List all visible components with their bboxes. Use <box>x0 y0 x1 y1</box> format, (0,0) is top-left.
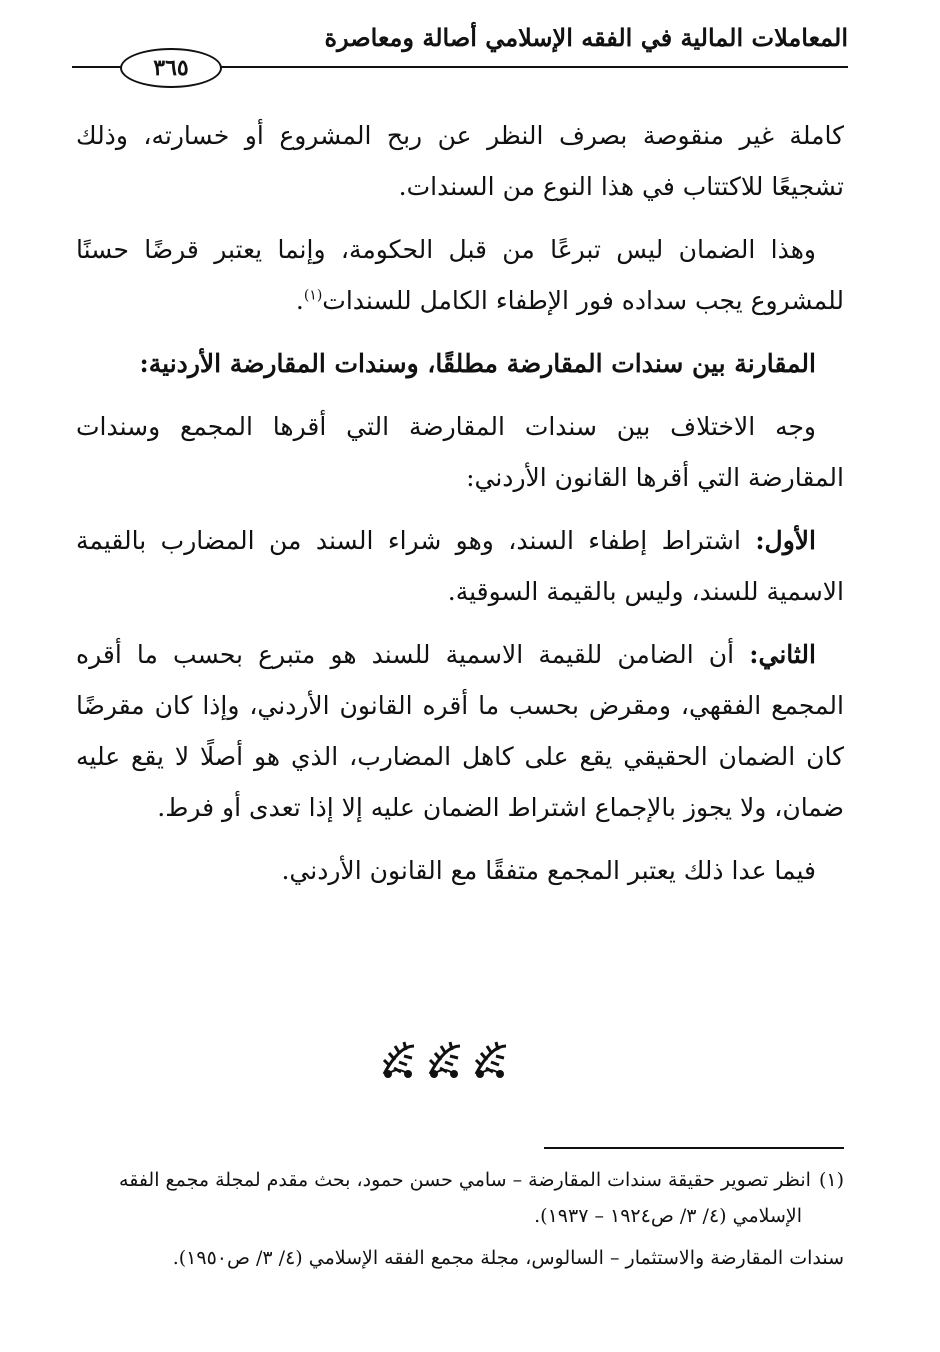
paragraph-6: فيما عدا ذلك يعتبر المجمع متفقًا مع القانون الأردني. <box>281 856 816 885</box>
footnote-reference: (١) <box>303 287 323 304</box>
paragraph-3: وجه الاختلاف بين سندات المقارضة التي أقرها المجمع وسندات المقارضة التي أقرها القانون الأردني: <box>76 412 844 492</box>
footnotes <box>76 1162 844 1282</box>
footnote-1-line-2: الإسلامي (٤/ ٣/ ص١٩٢٤ – ١٩٣٧). <box>534 1205 802 1227</box>
paragraph-4-text: اشتراط إطفاء السند، وهو شراء السند من المضارب بالقيمة الاسمية للسند، وليس بالقيمة السوقية. <box>76 526 844 606</box>
paragraph-5 <box>76 629 844 833</box>
footnote-separator <box>544 1147 844 1149</box>
running-title: المعاملات المالية في الفقه الإسلامي أصالة ومعاصرة <box>324 23 848 52</box>
paragraph-2-end: . <box>295 286 304 315</box>
paragraph-1: كاملة غير منقوصة بصرف النظر عن ربح المشروع أو خسارته، وذلك تشجيعًا للاكتتاب في هذا النوع من السندات. <box>76 121 844 201</box>
floral-ornament-icon <box>426 1040 464 1080</box>
section-subheading: المقارنة بين سندات المقارضة مطلقًا، وسندات المقارضة الأردنية: <box>139 349 816 378</box>
body-text <box>76 110 844 908</box>
paragraph-2 <box>76 224 844 326</box>
page-number: ٣٦٥ <box>120 48 222 88</box>
footnote-1-line-1: انظر تصوير حقيقة سندات المقارضة – سامي حسن حمود، بحث مقدم لمجلة مجمع الفقه <box>119 1169 811 1191</box>
paragraph-2-text: وهذا الضمان ليس تبرعًا من قبل الحكومة، وإنما يعتبر قرضًا حسنًا للمشروع يجب سداده فور الإطفاء الكامل للسندات <box>76 235 844 315</box>
paragraph-5-text: أن الضامن للقيمة الاسمية للسند هو متبرع بحسب ما أقره المجمع الفقهي، ومقرض بحسب ما أقره القانون الأردني، وإذا كان مقرضًا كان الضمان الحقيقي يقع على كاهل المضارب، الذي هو أصلًا لا يقع عليه ضمان، ولا يجوز بالإجماع اشتراط الضمان عليه إلا إذا تعدى أو فرط. <box>76 640 844 822</box>
paragraph-4 <box>76 515 844 617</box>
footnote-1-line-3: سندات المقارضة والاستثمار – السالوس، مجلة مجمع الفقه الإسلامي (٤/ ٣/ ص١٩٥٠). <box>172 1247 844 1269</box>
floral-ornament-icon <box>472 1040 510 1080</box>
footnote-1-number: (١) <box>818 1169 844 1191</box>
section-ornament <box>380 1040 510 1084</box>
paragraph-5-lead: الثاني: <box>749 640 816 669</box>
footnote-1 <box>76 1162 844 1234</box>
floral-ornament-icon <box>380 1040 418 1080</box>
paragraph-4-lead: الأول: <box>755 526 816 555</box>
